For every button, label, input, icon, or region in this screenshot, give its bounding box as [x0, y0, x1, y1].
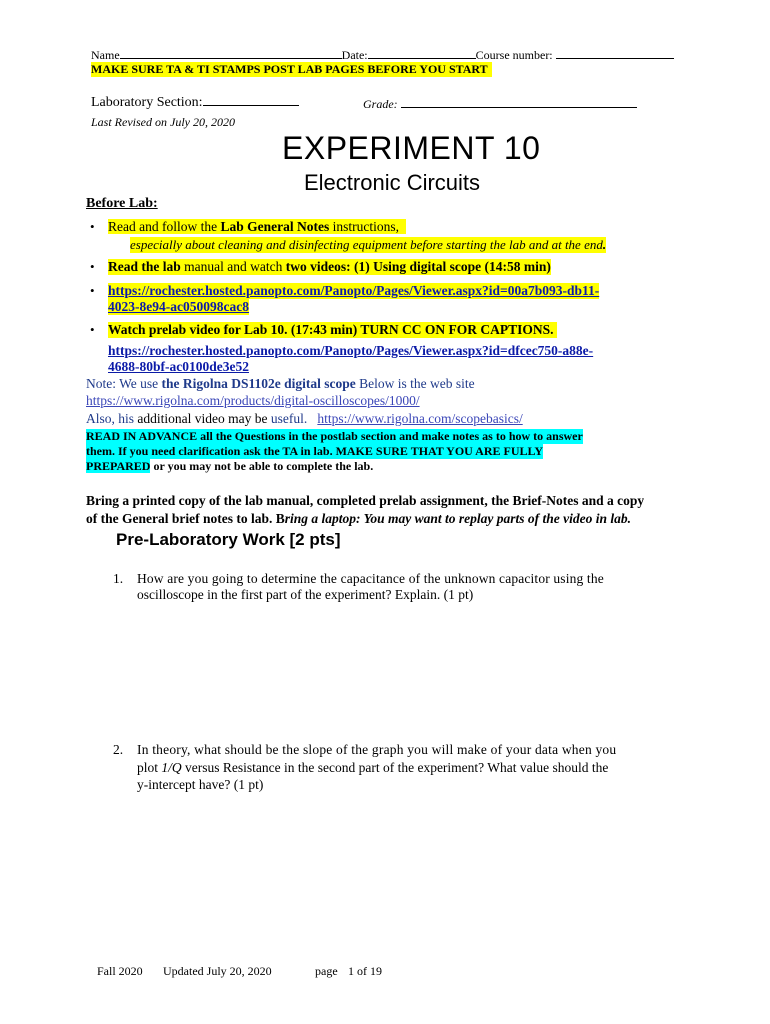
grade-label: Grade:	[363, 97, 398, 111]
lab-section-row	[91, 93, 299, 111]
bring-line-1: Bring a printed copy of the lab manual, completed prelab assignment, the Brief-Notes and a copy	[86, 493, 645, 508]
question-1-number: 1.	[113, 571, 124, 586]
bullet-dot: •	[90, 219, 95, 234]
advance-line-2: them. If you need clarification ask the TA in lab. MAKE SURE THAT YOU ARE FULLY	[86, 444, 544, 458]
advance-line-1: READ IN ADVANCE all the Questions in the postlab section and make notes as to how to answer	[86, 429, 583, 443]
footer-page-number: 1 of 19	[348, 964, 382, 978]
before-lab-item-1: Read and follow the Lab General Notes instructions,	[108, 219, 406, 235]
scope-video-link-cont[interactable]: 4023-8e94-ac050098cac8	[108, 299, 249, 314]
bullet-dot: •	[90, 283, 95, 298]
course-label: Course number:	[475, 48, 553, 62]
lab-section-field[interactable]	[203, 93, 299, 106]
experiment-subtitle: Electronic Circuits	[304, 170, 481, 195]
footer-page-label: page	[315, 964, 338, 978]
date-label: Date:	[341, 48, 368, 62]
rigol-products-link[interactable]: https://www.rigolna.com/products/digital-oscilloscopes/1000/	[86, 393, 420, 408]
name-label: Name	[91, 48, 120, 62]
question-2-line-2: plot 1/Q versus Resistance in the second part of the experiment? What value should the	[137, 760, 609, 775]
grade-field[interactable]	[401, 95, 637, 108]
question-2-line-1: In theory, what should be the slope of the graph you will make of your data when you	[137, 742, 617, 757]
stamp-notice: MAKE SURE TA & TI STAMPS POST LAB PAGES BEFORE YOU START	[91, 62, 492, 77]
experiment-title: EXPERIMENT 10	[282, 130, 541, 166]
before-lab-item-2: Read the lab manual and watch two videos: (1) Using digital scope (14:58 min)	[108, 259, 551, 274]
before-lab-heading: Before Lab:	[86, 196, 158, 211]
scope-video-link[interactable]: https://rochester.hosted.panopto.com/Panopto/Pages/Viewer.aspx?id=00a7b093-db11-	[108, 283, 600, 298]
prelab-video-link[interactable]: https://rochester.hosted.panopto.com/Panopto/Pages/Viewer.aspx?id=dfcec750-a88e-	[108, 343, 594, 358]
bullet-dot: •	[90, 259, 95, 274]
also-line: Also, his additional video may be useful. https://www.rigolna.com/scopebasics/	[86, 411, 523, 426]
last-revised: Last Revised on July 20, 2020	[91, 115, 235, 129]
bullet-dot: •	[90, 322, 95, 337]
prelab-heading: Pre-Laboratory Work [2 pts]	[116, 530, 341, 549]
question-1-line-1: How are you going to determine the capacitance of the unknown capacitor using the	[137, 571, 604, 586]
before-lab-item-1-detail: especially about cleaning and disinfecting equipment before starting the lab and at the end.	[130, 237, 607, 252]
header-line	[91, 46, 674, 63]
advance-line-3: PREPARED or you may not be able to complete the lab.	[86, 459, 374, 473]
bring-line-2: of the General brief notes to lab. Bring a laptop: You may want to replay parts of the video in lab.	[86, 511, 632, 526]
note-line: Note: We use the Rigolna DS1102e digital scope Below is the web site	[86, 376, 475, 391]
course-field[interactable]	[556, 46, 674, 59]
footer-term: Fall 2020	[97, 964, 143, 978]
lab-section-label: Laboratory Section:	[91, 95, 203, 110]
prelab-video-link-cont[interactable]: 4688-80bf-ac0100de3e52	[108, 359, 249, 374]
prelab-video-instruction: Watch prelab video for Lab 10. (17:43 min) TURN CC ON FOR CAPTIONS.	[108, 322, 557, 338]
question-2-line-3: y-intercept have? (1 pt)	[137, 777, 264, 792]
date-field[interactable]	[368, 46, 476, 59]
scope-basics-link[interactable]: https://www.rigolna.com/scopebasics/	[317, 411, 523, 426]
question-1-line-2: oscilloscope in the first part of the experiment? Explain. (1 pt)	[137, 587, 474, 602]
question-2-number: 2.	[113, 742, 124, 757]
footer-updated: Updated July 20, 2020	[163, 964, 272, 978]
grade-row	[363, 95, 637, 112]
name-field[interactable]	[120, 46, 342, 59]
